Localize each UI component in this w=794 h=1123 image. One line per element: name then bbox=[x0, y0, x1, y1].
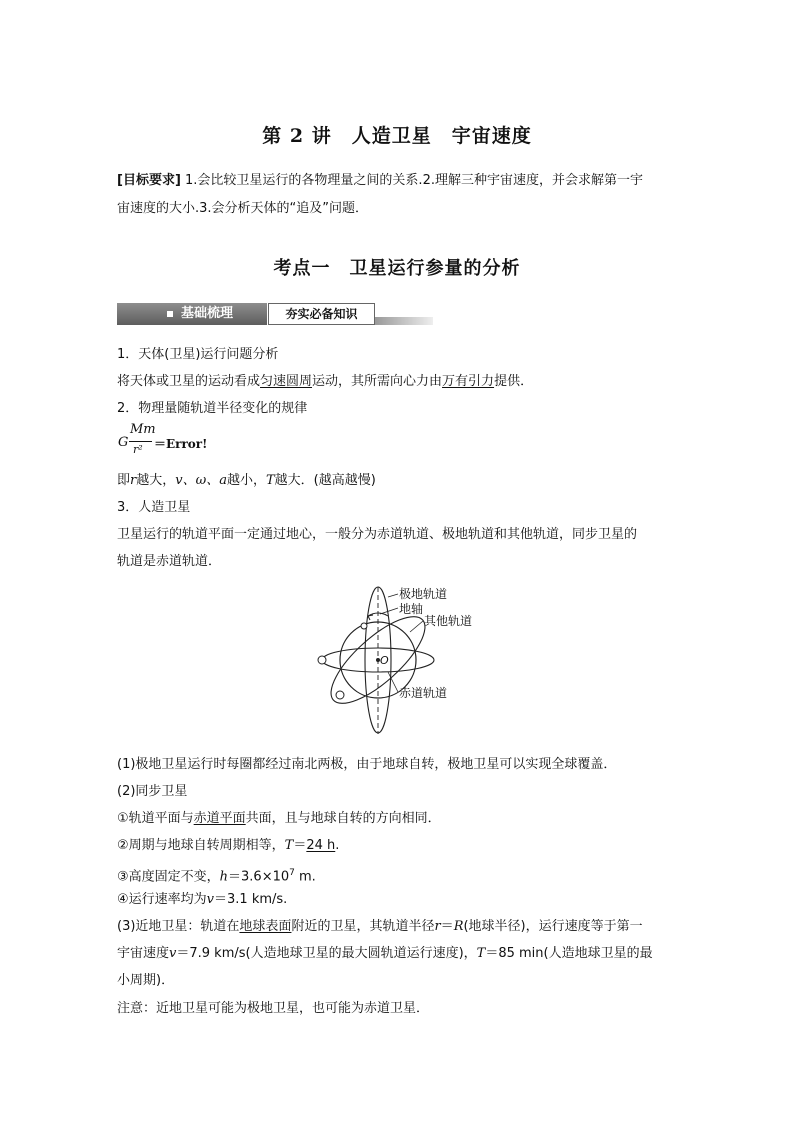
item-2a-post: 共面，且与地球自转的方向相同． bbox=[245, 811, 441, 826]
s3-para-line-2: 轨道是赤道轨道． bbox=[117, 554, 222, 569]
goal-line-1 bbox=[117, 168, 679, 194]
item-2c-val: ＝3.6×10 bbox=[228, 869, 290, 885]
satellite-equator-icon bbox=[318, 656, 326, 664]
item-3-l2-v: v bbox=[169, 946, 177, 961]
item-2c bbox=[117, 860, 679, 890]
orbit-diagram-svg bbox=[310, 584, 490, 744]
goal-tag: [目标要求] bbox=[117, 173, 181, 188]
banner-fade bbox=[375, 317, 433, 325]
satellite-polar-icon bbox=[361, 623, 367, 629]
rule-b: 越大， bbox=[136, 473, 176, 488]
rule-a: 即 bbox=[117, 473, 131, 488]
label-polar-orbit: 极地轨道 bbox=[399, 587, 448, 601]
orbit-diagram bbox=[310, 584, 490, 744]
item-2: (2)同步卫星 bbox=[117, 784, 188, 799]
item-2c-pre: ③高度固定不变， bbox=[117, 869, 220, 885]
item-3-a: (3)近地卫星：轨道在 bbox=[117, 919, 240, 934]
rule-c: 越小， bbox=[226, 473, 266, 488]
banner-pill: 夯实必备知识 bbox=[268, 303, 375, 325]
leader-polar bbox=[388, 594, 398, 597]
item-2c-var: h bbox=[219, 869, 229, 885]
rule-t: T bbox=[265, 473, 275, 488]
leader-other bbox=[410, 621, 423, 632]
label-earth-axis: 地轴 bbox=[399, 602, 424, 616]
item-3-line-1 bbox=[117, 914, 679, 940]
item-2d-val: ＝3.1 km/s. bbox=[214, 892, 288, 907]
item-3-l2-a: 宇宙速度 bbox=[117, 946, 170, 961]
section-title: 考点一 卫星运行参量的分析 bbox=[273, 258, 521, 279]
item-2d-pre: ④运行速率均为 bbox=[117, 892, 207, 907]
label-equatorial-orbit: 赤道轨道 bbox=[399, 686, 448, 700]
item-3-b: 附近的卫星，其轨道半径 bbox=[291, 919, 435, 934]
item-2b-underline: 24 h bbox=[306, 838, 336, 853]
item-2b-eq: ＝ bbox=[293, 838, 307, 853]
s2-heading: 2．物理量随轨道半径变化的规律 bbox=[117, 401, 308, 416]
formula-denominator: r² bbox=[133, 443, 143, 456]
item-2b-post: . bbox=[335, 838, 340, 853]
s3-para-line-1: 卫星运行的轨道平面一定通过地心，一般分为赤道轨道、极地轨道和其他轨道，同步卫星的 bbox=[117, 527, 638, 542]
banner-label: 基础梳理 bbox=[181, 306, 234, 321]
s1-text-c: 提供． bbox=[494, 374, 534, 389]
square-bullet-icon bbox=[167, 311, 173, 317]
item-3-l2-b: ＝7.9 km/s(人造地球卫星的最大圆轨道运行速度)， bbox=[176, 946, 477, 961]
arrow-head-icon bbox=[368, 615, 373, 620]
note: 注意：近地卫星可能为极地卫星，也可能为赤道卫星． bbox=[117, 1001, 430, 1016]
item-3-line-2 bbox=[117, 941, 679, 967]
item-2d bbox=[117, 887, 679, 913]
item-3-l2-T: T bbox=[476, 946, 486, 961]
satellite-inclined-icon bbox=[336, 691, 344, 699]
lesson-title: 第 2 讲 人造卫星 宇宙速度 bbox=[262, 125, 532, 147]
item-2b bbox=[117, 833, 679, 859]
rule-r: r bbox=[130, 473, 137, 488]
s2-rule bbox=[117, 468, 679, 494]
item-3-c: ＝ bbox=[440, 919, 454, 934]
label-other-orbit: 其他轨道 bbox=[424, 614, 473, 628]
section-banner bbox=[117, 303, 433, 326]
gravity-formula bbox=[118, 422, 318, 462]
item-2d-var: v bbox=[206, 892, 215, 907]
item-2c-unit: m. bbox=[294, 869, 316, 885]
s1-text bbox=[117, 369, 679, 395]
label-center-o: O bbox=[380, 654, 389, 667]
formula-result: ＝Error! bbox=[154, 437, 208, 451]
formula-numerator: Mm bbox=[130, 422, 156, 437]
item-1: (1)极地卫星运行时每圈都经过南北两极，由于地球自转，极地卫星可以实现全球覆盖． bbox=[117, 757, 617, 772]
s3-heading: 3．人造卫星 bbox=[117, 500, 191, 515]
item-2a bbox=[117, 806, 679, 832]
formula-g: G bbox=[118, 435, 129, 450]
item-3-d: (地球半径)，运行速度等于第一 bbox=[463, 919, 643, 934]
item-3-r: r bbox=[434, 919, 441, 934]
rule-d: 越大．(越高越慢) bbox=[274, 473, 376, 488]
item-2b-pre: ②周期与地球自转周期相等， bbox=[117, 838, 285, 853]
item-3-underline: 地球表面 bbox=[239, 919, 292, 934]
item-3-line-3: 小周期)． bbox=[117, 973, 175, 988]
s1-underline-2: 万有引力 bbox=[442, 374, 495, 389]
item-2c-exp: 7 bbox=[289, 868, 295, 878]
item-3-l2-c: ＝85 min(人造地球卫星的最 bbox=[485, 946, 653, 961]
goal-line-2: 宙速度的大小.3.会分析天体的“追及”问题． bbox=[117, 201, 369, 216]
s1-heading: 1．天体(卫星)运行问题分析 bbox=[117, 347, 279, 362]
item-2b-var: T bbox=[284, 838, 294, 853]
s1-text-a: 将天体或卫星的运动看成 bbox=[117, 374, 261, 389]
leader-axis bbox=[380, 608, 398, 614]
item-2a-pre: ①轨道平面与 bbox=[117, 811, 194, 826]
goal-text-1: 1.会比较卫星运行的各物理量之间的关系.2.理解三种宇宙速度，并会求解第一宇 bbox=[185, 173, 643, 188]
item-2a-underline: 赤道平面 bbox=[193, 811, 246, 826]
fraction-bar bbox=[129, 441, 152, 442]
rule-vars: v、ω、a bbox=[175, 473, 227, 488]
s1-underline-1: 匀速圆周 bbox=[260, 374, 313, 389]
item-3-R: R bbox=[453, 919, 464, 934]
s1-text-b: 运动，其所需向心力由 bbox=[312, 374, 443, 389]
banner-bar bbox=[117, 303, 267, 325]
